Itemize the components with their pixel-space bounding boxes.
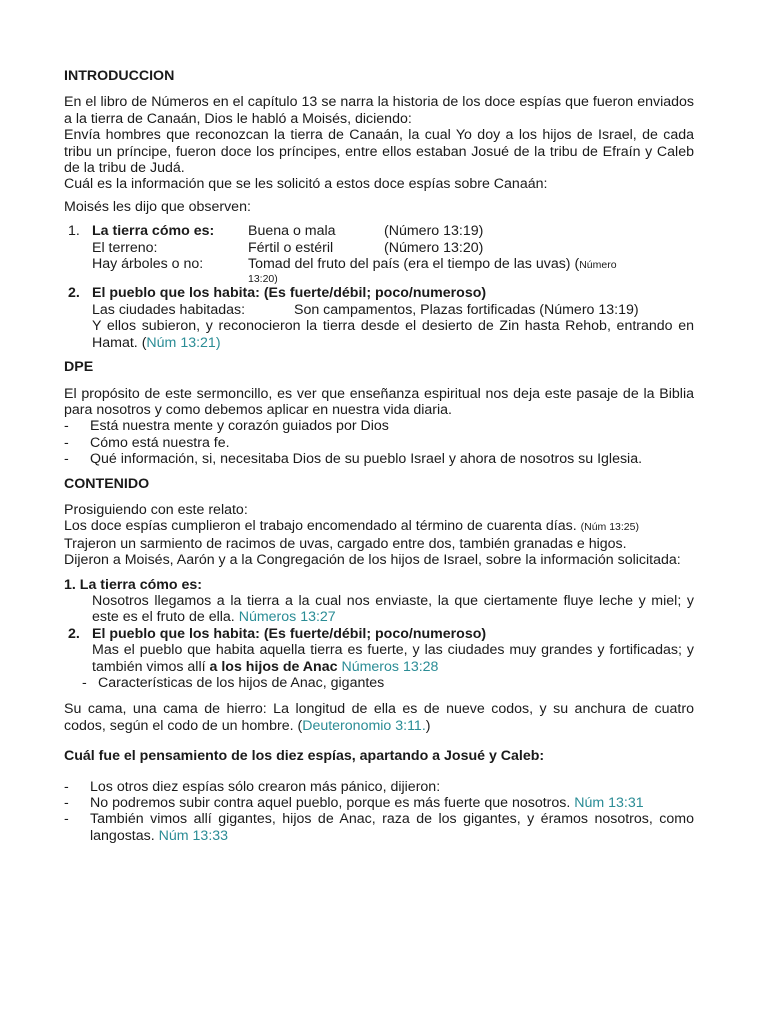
contenido-item-2-text: Mas el pueblo que habita aquella tierra es fuerte, y las ciudades muy grandes y fortificadas; y también vimos allí a los hijos de Anac Números 13:28 <box>92 642 694 675</box>
dpe-heading: DPE <box>64 359 94 376</box>
list-number: 2. <box>68 625 80 642</box>
observe-row-2 <box>64 240 694 256</box>
contenido-item-2-sub: - Características de los hijos de Anac, gigantes <box>82 675 385 691</box>
list-number: 2. <box>68 285 80 302</box>
observe-label: El terreno: <box>92 239 158 256</box>
observe-ref: (Número 13:20) <box>384 239 484 256</box>
observe-ref: (Número 13:19) <box>384 223 484 240</box>
document-page <box>64 68 694 844</box>
observe-label: La tierra cómo es: <box>92 223 215 240</box>
observe-item-2 <box>64 285 694 301</box>
intro-paragraph-4: Moisés les dijo que observen: <box>64 198 251 215</box>
contenido-paragraph-1: Prosiguiendo con este relato: <box>64 501 248 518</box>
contenido-paragraph-4: Dijeron a Moisés, Aarón y a la Congregación de los hijos de Israel, sobre la información solicitada: <box>64 552 681 569</box>
dpe-bullet: - Qué información, si, necesitaba Dios de su pueblo Israel y ahora de nosotros su Iglesia. <box>64 451 643 468</box>
went-up-paragraph: Y ellos subieron, y reconocieron la tierra desde el desierto de Zin hasta Rehob, entrando en Hamat. (Núm 13:21) <box>92 318 694 351</box>
list-number: 1. <box>68 223 80 240</box>
cities-row <box>64 302 694 318</box>
observe-value: Tomad del fruto del país (era el tiempo de las uvas) (Número <box>248 256 617 273</box>
cities-label: Las ciudades habitadas: <box>92 301 246 318</box>
intro-paragraph-3: Cuál es la información que se les solicitó a estos doce espías sobre Canaán: <box>64 176 548 193</box>
intro-paragraph-1: En el libro de Números en el capítulo 13 se narra la historia de los doce espías que fueron enviados a la tierra de Canaán, Dios le habló a Moisés, diciendo: <box>64 94 694 127</box>
observe-value: Buena o mala <box>248 223 336 240</box>
intro-paragraph-2: Envía hombres que reconozcan la tierra de Canaán, la cual Yo doy a los hijos de Israel, de cada tribu un príncipe, fueron doce los príncipes, entre ellos estaban Josué de la tribu de Efraín y Caleb de la tribu de Judá. <box>64 127 694 177</box>
ten-spies-bullet: - No podremos subir contra aquel pueblo, porque es más fuerte que nosotros. Núm 13:31 <box>64 795 644 812</box>
observe-label: Hay árboles o no: <box>92 256 204 273</box>
observe-row-3 <box>64 256 694 273</box>
contenido-item-2-title: El pueblo que los habita: (Es fuerte/débil; poco/numeroso) <box>92 625 487 642</box>
ten-spies-bullet: - También vimos allí gigantes, hijos de Anac, raza de los gigantes, y éramos nosotros, como langostas. Núm 13:33 <box>64 811 694 844</box>
dpe-paragraph: El propósito de este sermoncillo, es ver que enseñanza espiritual nos deja este pasaje de la Biblia para nosotros y como debemos aplicar en nuestra vida diaria. <box>64 385 694 418</box>
cities-value: Son campamentos, Plazas fortificadas (Número 13:19) <box>294 301 639 318</box>
dpe-bullet: - Cómo está nuestra fe. <box>64 434 230 451</box>
bed-paragraph: Su cama, una cama de hierro: La longitud de ella es de nueve codos, y su anchura de cuatro codos, según el codo de un hombre. (Deuteronomio 3:11.) <box>64 701 694 734</box>
dpe-bullet: - Está nuestra mente y corazón guiados por Dios <box>64 418 389 435</box>
contenido-paragraph-3: Trajeron un sarmiento de racimos de uvas, cargado entre dos, también granadas e higos. <box>64 535 627 552</box>
observe-row-1 <box>64 223 694 239</box>
contenido-item-2 <box>64 626 694 642</box>
observe-ref-continued: 13:20) <box>248 273 278 286</box>
contenido-item-1-text: Nosotros llegamos a la tierra a la cual nos enviaste, la que ciertamente fluye leche y miel; y este es el fruto de ella. Números 13:27 <box>92 592 694 626</box>
ten-spies-bullet: - Los otros diez espías sólo crearon más pánico, dijieron: <box>64 778 441 795</box>
contenido-item-1-title: 1. La tierra cómo es: <box>64 576 202 593</box>
observe-value: Fértil o estéril <box>248 239 334 256</box>
observe-item-2-title: El pueblo que los habita: (Es fuerte/débil; poco/numeroso) <box>92 285 487 302</box>
intro-heading: INTRODUCCION <box>64 68 175 84</box>
contenido-paragraph-2: Los doce espías cumplieron el trabajo encomendado al término de cuarenta días. (Núm 13:25) <box>64 518 639 535</box>
ten-spies-heading: Cuál fue el pensamiento de los diez espías, apartando a Josué y Caleb: <box>64 748 545 765</box>
contenido-heading: CONTENIDO <box>64 475 150 492</box>
